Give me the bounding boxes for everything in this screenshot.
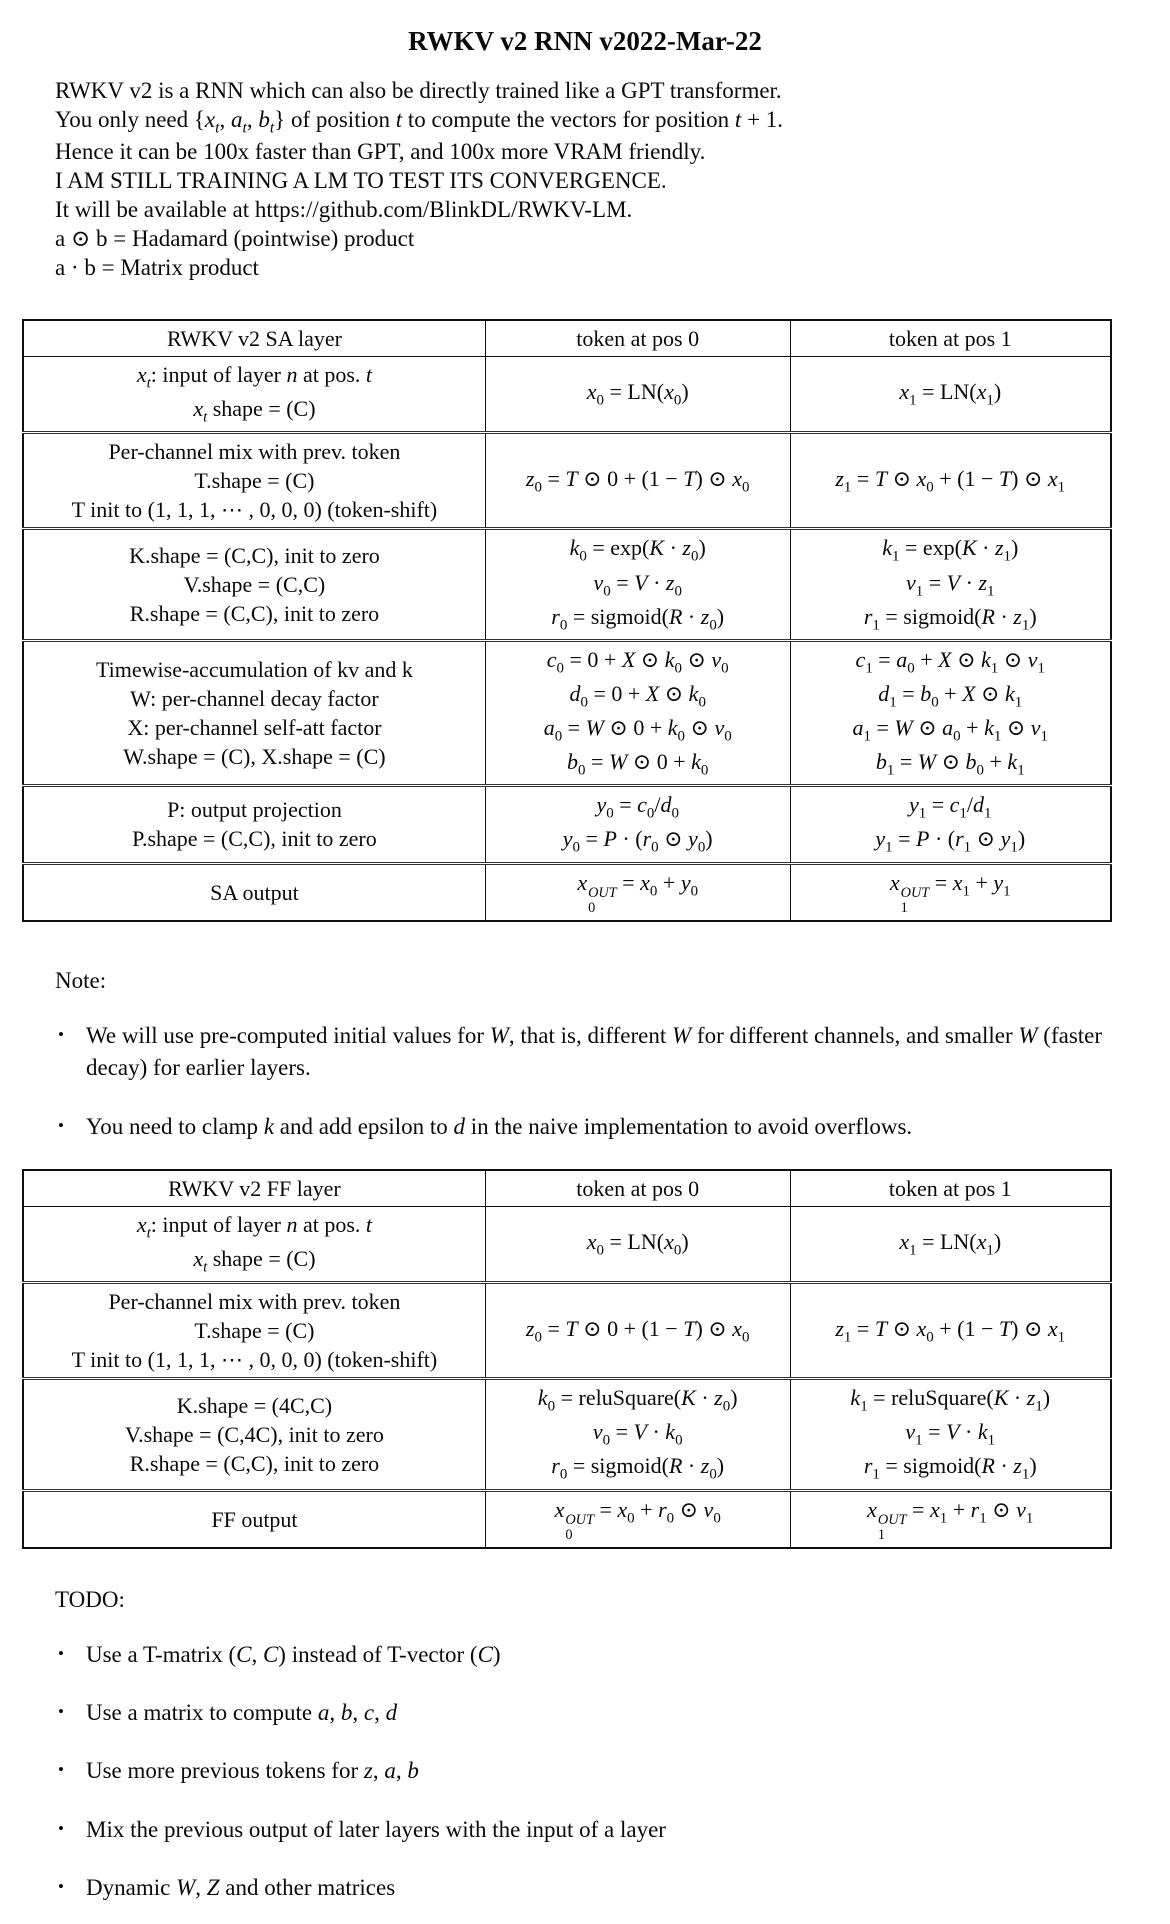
ff-table-formula-line: K.shape = (4C,C) [176,1392,333,1418]
sa-table-cell-r5-c2 [485,786,790,863]
todo-bullet-item-text: Use a matrix to compute a, b, c, d [86,1700,398,1726]
sa-table-formula-line: W: per-channel decay factor [130,686,379,712]
bullet-icon: • [58,1115,64,1135]
sa-table-header-col1: RWKV v2 SA layer [23,320,485,357]
sa-table-formula-line: $c_0 = 0 + X$ ⊙ $k_0$ ⊙ $v_0$ [546,646,729,677]
page-title: RWKV v2 RNN v2022-Mar-22 [408,26,762,56]
ff-table-formula-line: V.shape = (C,4C), init to zero [125,1421,384,1447]
bullet-icon: • [58,1818,64,1838]
ff-table-formula-line: T init to (1, 1, 1, ⋯ , 0, 0, 0) (token-shift) [71,1347,438,1373]
sa-table-formula-line: $y_0 = c_0/d_0$ [596,792,679,822]
ff-table-cell-r2-c1 [23,1283,485,1379]
ff-table-formula-line: $x_t$ shape = (C) [193,1245,316,1276]
sa-table-header-col3: token at pos 1 [790,320,1111,357]
bullet-icon: • [58,1025,64,1045]
sa-table-formula-line: T init to (1, 1, 1, ⋯ , 0, 0, 0) (token-shift) [71,497,438,523]
sa-table-formula-line: $b_1 = W$ ⊙ $b_0 + k_1$ [875,749,1025,779]
sa-table-formula-line: $v_0 = V \cdot z_0$ [593,569,682,599]
sa-table-formula-line: x OUT 1 = $x_1 + y_1$ [889,869,1011,917]
sa-table-formula-line: $d_0 = 0 + X$ ⊙ $k_0$ [569,680,706,711]
ff-table-formula-line: $v_1 = V \cdot k_1$ [905,1419,996,1449]
note-heading: Note: [55,968,107,994]
sa-table-formula-line: $r_1$ = sigmoid(R · $z_1$) [863,603,1037,634]
ff-table-row-1 [23,1206,1111,1282]
sa-table-formula-line: $x_1 = LN(x_1)$ [899,379,1002,409]
intro-line-3: Hence it can be 100x faster than GPT, and 100x more VRAM friendly. [55,139,706,165]
sa-table-formula-line: $k_0 = \exp(K \cdot z_0)$ [569,535,706,565]
todo-heading: TODO: [55,1587,125,1613]
sa-table-formula-line: P: output projection [167,797,342,823]
ff-table-formula-line: $x_1 = LN(x_1)$ [899,1228,1002,1259]
bullet-icon: • [58,1702,64,1722]
ff-table-formula-line: FF output [211,1506,298,1532]
ff-table-cell-r3-c1 [23,1379,485,1490]
ff-table-row-3 [23,1379,1111,1490]
note-section [0,968,1170,1143]
sa-table-formula-line: $y_1 = c_1/d_1$ [908,792,992,822]
ff-table-cell-r1-c2 [485,1206,790,1282]
ff-layer-table [22,1169,1112,1549]
sa-table-formula-line: P.shape = (C,C), init to zero [132,826,377,852]
todo-bullet-item-5 [58,1872,1170,1904]
ff-table-formula-line: $z_1 = T$ ⊙ $x_0 + (1 - T)$ ⊙ $x_1$ [835,1315,1066,1345]
sa-table-formula-line: $v_1 = V \cdot z_1$ [906,569,995,599]
intro-line-7: a · b = Matrix product [55,255,259,281]
todo-bullet-list [58,1639,1170,1904]
ff-table-header-col1: RWKV v2 FF layer [23,1170,485,1207]
sa-table-formula-line: $x_t$ shape = (C) [193,396,316,426]
ff-table-formula-line: $r_0$ = sigmoid(R · $z_0$) [551,1453,725,1483]
sa-table-formula-line: V.shape = (C,C) [183,572,326,598]
sa-table-cell-r1-c2 [485,357,790,433]
sa-table-formula-line: $b_0 = W$ ⊙ $0 + k_0$ [567,749,709,779]
sa-table-formula-line: K.shape = (C,C), init to zero [129,543,380,569]
sa-layer-table [22,319,1112,922]
ff-table-cell-r2-c2 [485,1283,790,1379]
sa-table-cell-r4-c1 [23,640,485,786]
sa-table-cell-r2-c2 [485,433,790,529]
ff-table-cell-r4-c2 [485,1490,790,1548]
sa-table-formula-line: SA output [210,879,299,905]
note-bullet-item-2 [58,1111,1170,1143]
intro-line-4: I AM STILL TRAINING A LM TO TEST ITS CONVERGENCE. [55,168,667,194]
sa-table-formula-line: R.shape = (C,C), init to zero [129,601,380,627]
sa-table-formula-line: $z_0 = T$ ⊙ 0 + (1 − T) ⊙ $x_0$ [525,465,750,496]
intro-line-2: You only need {$x_t$, $a_t$, $b_t$} of position t to compute the vectors for position t + 1. [55,106,784,137]
ff-table-cell-r1-c3 [790,1206,1111,1282]
sa-table-formula-line: $x_0 = LN(x_0)$ [586,379,689,409]
intro-line-1: RWKV v2 is a RNN which can also be directly trained like a GPT transformer. [55,78,782,103]
sa-table-row-5 [23,786,1111,863]
sa-table-cell-r1-c1 [23,357,485,433]
sa-table-formula-line: Timewise-accumulation of kv and k [95,657,413,683]
ff-table-formula-line: $x_t$: input of layer n at pos. t [136,1211,373,1242]
ff-table-formula-line: $r_1$ = sigmoid(R · $z_1$) [863,1453,1037,1483]
todo-section [0,1587,1170,1904]
sa-table-formula-line: Per-channel mix with prev. token [108,439,401,465]
sa-table-formula-line: $c_1 = a_0 + X$ ⊙ $k_1$ ⊙ $v_1$ [855,646,1045,677]
sa-table-cell-r3-c3 [790,529,1111,640]
ff-table-header-row [23,1170,1111,1207]
sa-table-header-col2: token at pos 0 [485,320,790,357]
intro-paragraph [55,77,1170,283]
ff-table-formula-line: $k_1$ = reluSquare(K · $z_1$) [850,1385,1051,1415]
sa-table-formula-line: x OUT 0 = $x_0 + y_0$ [577,869,699,917]
ff-table-cell-r4-c3 [790,1490,1111,1548]
sa-table-formula-line: $y_1 = P \cdot (r_1$ ⊙ $y_1$) [875,826,1026,856]
sa-table-cell-r2-c3 [790,433,1111,529]
ff-table-formula-line: $x_0 = LN(x_0)$ [586,1228,689,1259]
note-bullet-item-1 [58,1020,1170,1084]
ff-table-formula-line: x OUT 0 = $x_0 + r_0$ ⊙ $v_0$ [554,1496,721,1544]
ff-table-cell-r1-c1 [23,1206,485,1282]
sa-table-formula-line: $a_1 = W$ ⊙ $a_0 + k_1$ ⊙ $v_1$ [852,715,1049,745]
ff-table-header-col3: token at pos 1 [790,1170,1111,1207]
note-bullet-item-text: You need to clamp k and add epsilon to d in the naive implementation to avoid overflows. [86,1113,913,1139]
sa-table-formula-line: $k_1 = \exp(K \cdot z_1)$ [882,535,1019,565]
sa-table-header-row [23,320,1111,357]
todo-bullet-item-4 [58,1814,1170,1846]
ff-table-formula-line: Per-channel mix with prev. token [108,1289,401,1315]
sa-table-formula-line: $y_0 = P \cdot (r_0$ ⊙ $y_0$) [562,826,713,856]
ff-table-formula-line: $k_0$ = reluSquare(K · $z_0$) [537,1385,738,1415]
todo-bullet-item-text: Mix the previous output of later layers with the input of a layer [86,1816,666,1842]
sa-table-formula-line: $r_0$ = sigmoid(R · $z_0$) [551,603,725,634]
todo-bullet-item-1 [58,1639,1170,1671]
sa-table-cell-r4-c3 [790,640,1111,786]
ff-table-cell-r2-c3 [790,1283,1111,1379]
ff-table-formula-line: T.shape = (C) [194,1318,315,1344]
ff-table-formula-line: R.shape = (C,C), init to zero [129,1450,380,1476]
document-page [0,26,1170,1924]
ff-table-cell-r3-c3 [790,1379,1111,1490]
sa-table-cell-r6-c2 [485,863,790,921]
ff-table-row-4 [23,1490,1111,1548]
sa-table-formula-line: $a_0 = W$ ⊙ $0 + k_0$ ⊙ $v_0$ [543,715,732,745]
todo-bullet-item-text: Dynamic W, Z and other matrices [86,1874,396,1900]
sa-table-cell-r1-c3 [790,357,1111,433]
ff-table-header-col2: token at pos 0 [485,1170,790,1207]
sa-table-formula-line: T.shape = (C) [194,468,315,494]
bullet-icon: • [58,1644,64,1664]
todo-bullet-item-2 [58,1697,1170,1729]
sa-table-row-3 [23,529,1111,640]
ff-table-formula-line: $v_0 = V \cdot k_0$ [592,1419,683,1449]
sa-table-row-2 [23,433,1111,529]
todo-bullet-item-3 [58,1755,1170,1787]
ff-table-cell-r3-c2 [485,1379,790,1490]
todo-bullet-item-text: Use more previous tokens for z, a, b [86,1758,419,1784]
bullet-icon: • [58,1760,64,1780]
sa-table-cell-r3-c1 [23,529,485,640]
intro-line-5: It will be available at https://github.com/BlinkDL/RWKV-LM. [55,197,633,223]
sa-table-formula-line: W.shape = (C), X.shape = (C) [123,744,386,770]
sa-table-row-1 [23,357,1111,433]
sa-table-cell-r4-c2 [485,640,790,786]
note-bullet-item-text: We will use pre-computed initial values for W, that is, different W for different channels, and smaller W (faster decay) for earlier layers. [86,1023,1103,1081]
sa-table-cell-r6-c3 [790,863,1111,921]
ff-table-row-2 [23,1283,1111,1379]
sa-table-row-4 [23,640,1111,786]
todo-bullet-item-text: Use a T-matrix (C, C) instead of T-vector (C) [86,1642,501,1668]
sa-table-cell-r3-c2 [485,529,790,640]
ff-table-formula-line: $z_0 = T$ ⊙ 0 + (1 − T) ⊙ $x_0$ [525,1315,750,1345]
sa-table-formula-line: $x_t$: input of layer n at pos. t [136,362,373,392]
sa-table-row-6 [23,863,1111,921]
note-bullet-list [58,1020,1170,1143]
sa-table-cell-r2-c1 [23,433,485,529]
sa-table-cell-r5-c1 [23,786,485,863]
bullet-icon: • [58,1876,64,1896]
sa-table-cell-r5-c3 [790,786,1111,863]
sa-table-cell-r6-c1 [23,863,485,921]
ff-table-formula-line: x OUT 1 = $x_1 + r_1$ ⊙ $v_1$ [867,1496,1034,1544]
ff-table-cell-r4-c1 [23,1490,485,1548]
sa-table-formula-line: $d_1 = b_0 + X$ ⊙ $k_1$ [878,680,1023,711]
sa-table-formula-line: $z_1 = T$ ⊙ $x_0 + (1 - T)$ ⊙ $x_1$ [835,465,1066,496]
sa-table-formula-line: X: per-channel self-att factor [127,715,382,741]
intro-line-6: a ⊙ b = Hadamard (pointwise) product [55,226,415,252]
